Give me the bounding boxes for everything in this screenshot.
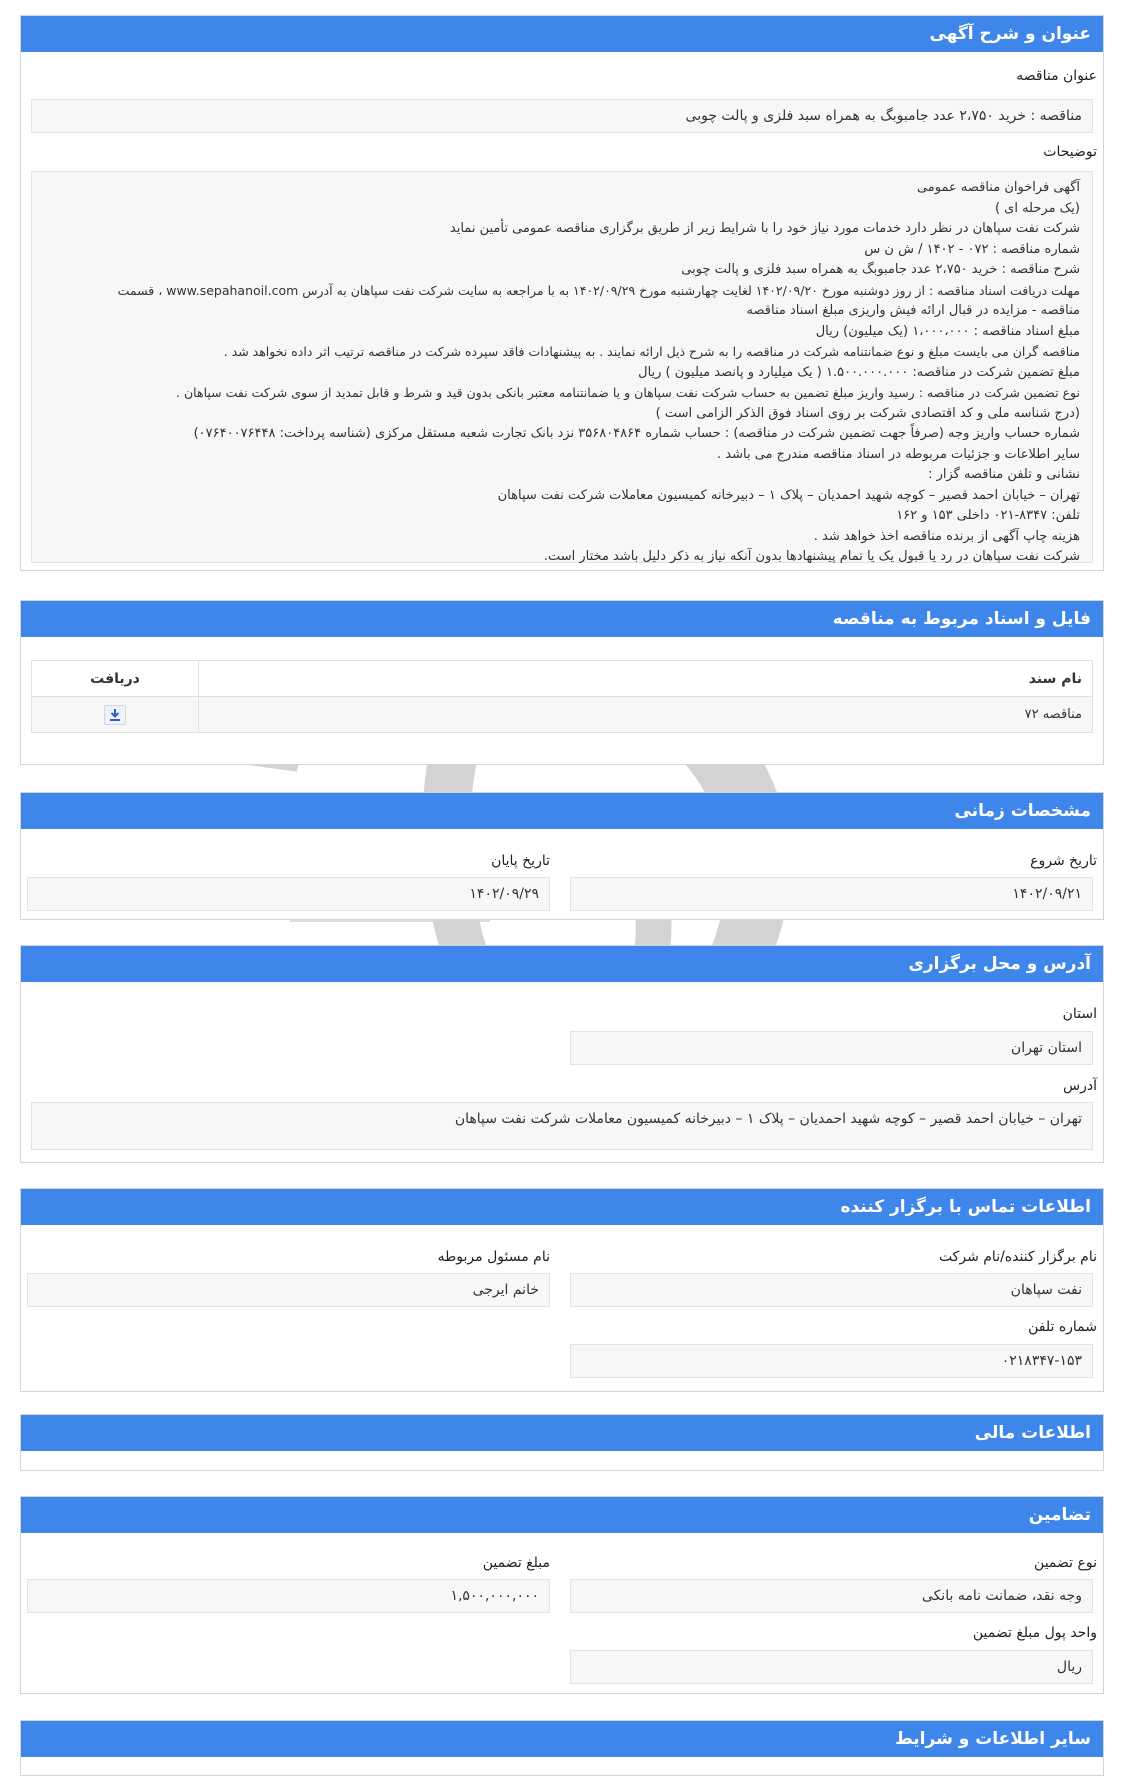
tender-title-field [31,99,1093,133]
section-title-description-header: عنوان و شرح آگهی [21,16,1103,52]
download-button[interactable] [104,705,126,725]
download-icon [105,706,125,724]
table-row [32,697,1093,733]
end-date-value: ۱۴۰۲/۰۹/۲۹ [469,886,539,902]
address-field [31,1102,1093,1150]
description-line: مهلت دریافت اسناد مناقصه : از روز دوشنبه مورخ ۱۴۰۲/۰۹/۲۰ لغایت چهارشنبه مورخ ۱۴۰۲/۰۹/۲۹ به با مراجعه به سایت شرکت نفت سپاهان به آدرس www.sepahanoil.com ، قسمت [117,282,1080,298]
download-cell [32,697,199,733]
end-date-field [27,877,550,911]
phone-field [570,1344,1093,1378]
province-label: استان [1062,1006,1097,1022]
address-label: آدرس [1063,1078,1097,1094]
tender-title-label: عنوان مناقصه [1016,68,1097,84]
responsible-person-label: نام مسئول مربوطه [437,1249,550,1265]
guarantee-unit-label: واحد پول مبلغ تضمین [972,1625,1097,1641]
guarantee-unit-field [570,1650,1093,1684]
start-date-value: ۱۴۰۲/۰۹/۲۱ [1012,886,1082,902]
table-header-row [32,661,1093,697]
description-line: (یک مرحله ای ) [994,200,1080,216]
phone-value: ۰۲۱۸۳۴۷-۱۵۳ [1001,1353,1082,1369]
description-line: نشانی و تلفن مناقصه گزار : [928,467,1080,482]
tender-title-value: مناقصه : خرید ۲،۷۵۰ عدد جامبوبگ به همراه سبد فلزی و پالت چوبی [685,108,1082,124]
province-field [570,1031,1093,1065]
section-other-info-header: سایر اطلاعات و شرایط [21,1721,1103,1757]
responsible-person-field [27,1273,550,1307]
province-value: استان تهران [1010,1040,1082,1056]
guarantees-panel [20,1496,1104,1694]
description-line: تلفن: ۸۳۴۷-۰۲۱ داخلی ۱۵۳ و ۱۶۲ [896,508,1080,523]
section-files-header: فایل و اسناد مربوط به مناقصه [21,601,1103,637]
description-line: مناقصه - مزایده در قبال ارائه فیش واریزی مبلغ اسناد مناقصه [746,303,1080,318]
title-description-panel [20,15,1104,571]
section-contact-header: اطلاعات تماس با برگزار کننده [21,1189,1103,1225]
address-value: تهران – خیابان احمد قصیر – کوچه شهید احمدیان – پلاک ۱ – دبیرخانه کمیسیون معاملات شرکت نفت سپاهان [454,1111,1082,1127]
description-line: نوع تضمین شرکت در مناقصه : رسید واریز مبلغ تضمین به حساب شرکت نفت سپاهان و یا ضمانتنامه معتبر بانکی بدون قید و شرط و قابل تمدید از سوی شرکت نفت سپاهان . [176,385,1080,400]
document-name-cell: مناقصه ۷۲ [199,697,1093,733]
description-line: مبلغ اسناد مناقصه : ۱،۰۰۰،۰۰۰ (یک میلیون) ریال [815,323,1080,339]
guarantee-unit-value: ریال [1056,1659,1082,1675]
responsible-person-value: خانم ایرجی [472,1282,539,1298]
start-date-field [570,877,1093,911]
financial-panel [20,1414,1104,1471]
description-line: شرکت نفت سپاهان در نظر دارد خدمات مورد نیاز خود را با شرایط زیر از طریق برگزاری مناقصه عمومی تأمین نماید [449,221,1080,236]
guarantee-amount-value: ۱,۵۰۰,۰۰۰,۰۰۰ [450,1588,539,1604]
description-line: شماره حساب واریز وجه (صرفاً جهت تضمین شرکت در مناقصه) : حساب شماره ۳۵۶۸۰۴۸۶۴ نزد بانک تجارت شعبه مستقل مرکزی (شناسه پرداخت: ۰۷۶۴۰۰۷۶۴۴۸) [193,426,1080,441]
guarantee-type-label: نوع تضمین [1034,1555,1097,1571]
phone-label: شماره تلفن [1028,1319,1097,1335]
contact-panel [20,1188,1104,1392]
description-line: شماره مناقصه : ۰۷۲ - ۱۴۰۲ / ش ن س [864,241,1080,257]
col-download: دریافت [32,661,199,697]
organizer-value: نفت سپاهان [1010,1282,1082,1298]
section-financial-header: اطلاعات مالی [21,1415,1103,1451]
description-line: آگهی فراخوان مناقصه عمومی [916,180,1080,195]
organizer-field [570,1273,1093,1307]
guarantee-amount-label: مبلغ تضمین [482,1555,550,1571]
description-line: شرکت نفت سپاهان در رد یا قبول یک یا تمام پیشنهادها بدون آنکه نیاز به ذکر دلیل باشد مختار است. [543,549,1080,564]
description-line: سایر اطلاعات و جزئیات مربوطه در اسناد مناقصه مندرج می باشد . [717,446,1080,462]
description-line: هزینه چاپ آگهی از برنده مناقصه اخذ خواهد شد . [813,528,1080,544]
section-address-header: آدرس و محل برگزاری [21,946,1103,982]
description-line: مبلغ تضمین شرکت در مناقصه: ۱.۵۰۰.۰۰۰.۰۰۰ ( یک میلیارد و پانصد میلیون ) ریال [638,364,1080,380]
description-label: توضیحات [1043,144,1097,160]
end-date-label: تاریخ پایان [491,853,550,869]
description-line: شرح مناقصه : خرید ۲،۷۵۰ عدد جامبوبگ به همراه سبد فلزی و پالت چوبی [681,262,1080,277]
guarantee-type-value: وجه نقد، ضمانت نامه بانکی [921,1588,1082,1604]
description-line: مناقصه گران می بایست مبلغ و نوع ضمانتنامه شرکت در مناقصه را به شرح ذیل ارائه نمایند . به پیشنهادات فاقد سپرده شرکت در مناقصه ترتیب اثر داده نخواهد شد . [223,344,1080,359]
documents-table [31,660,1093,733]
description-field [31,171,1093,563]
guarantee-amount-field [27,1579,550,1613]
section-timing-header: مشخصات زمانی [21,793,1103,829]
organizer-label: نام برگزار کننده/نام شرکت [938,1249,1097,1265]
address-panel [20,945,1104,1163]
description-line: (درج شناسه ملی و کد اقتصادی شرکت بر روی اسناد فوق الذکر الزامی است ) [655,405,1080,421]
start-date-label: تاریخ شروع [1030,853,1097,869]
description-line: تهران – خیابان احمد قصیر – کوچه شهید احمدیان – پلاک ۱ – دبیرخانه کمیسیون معاملات شرکت نفت سپاهان [497,487,1080,503]
files-panel [20,600,1104,765]
guarantee-type-field [570,1579,1093,1613]
section-guarantees-header: تضامین [21,1497,1103,1533]
timing-panel [20,792,1104,920]
other-info-panel [20,1720,1104,1776]
col-document-name: نام سند [199,661,1093,697]
